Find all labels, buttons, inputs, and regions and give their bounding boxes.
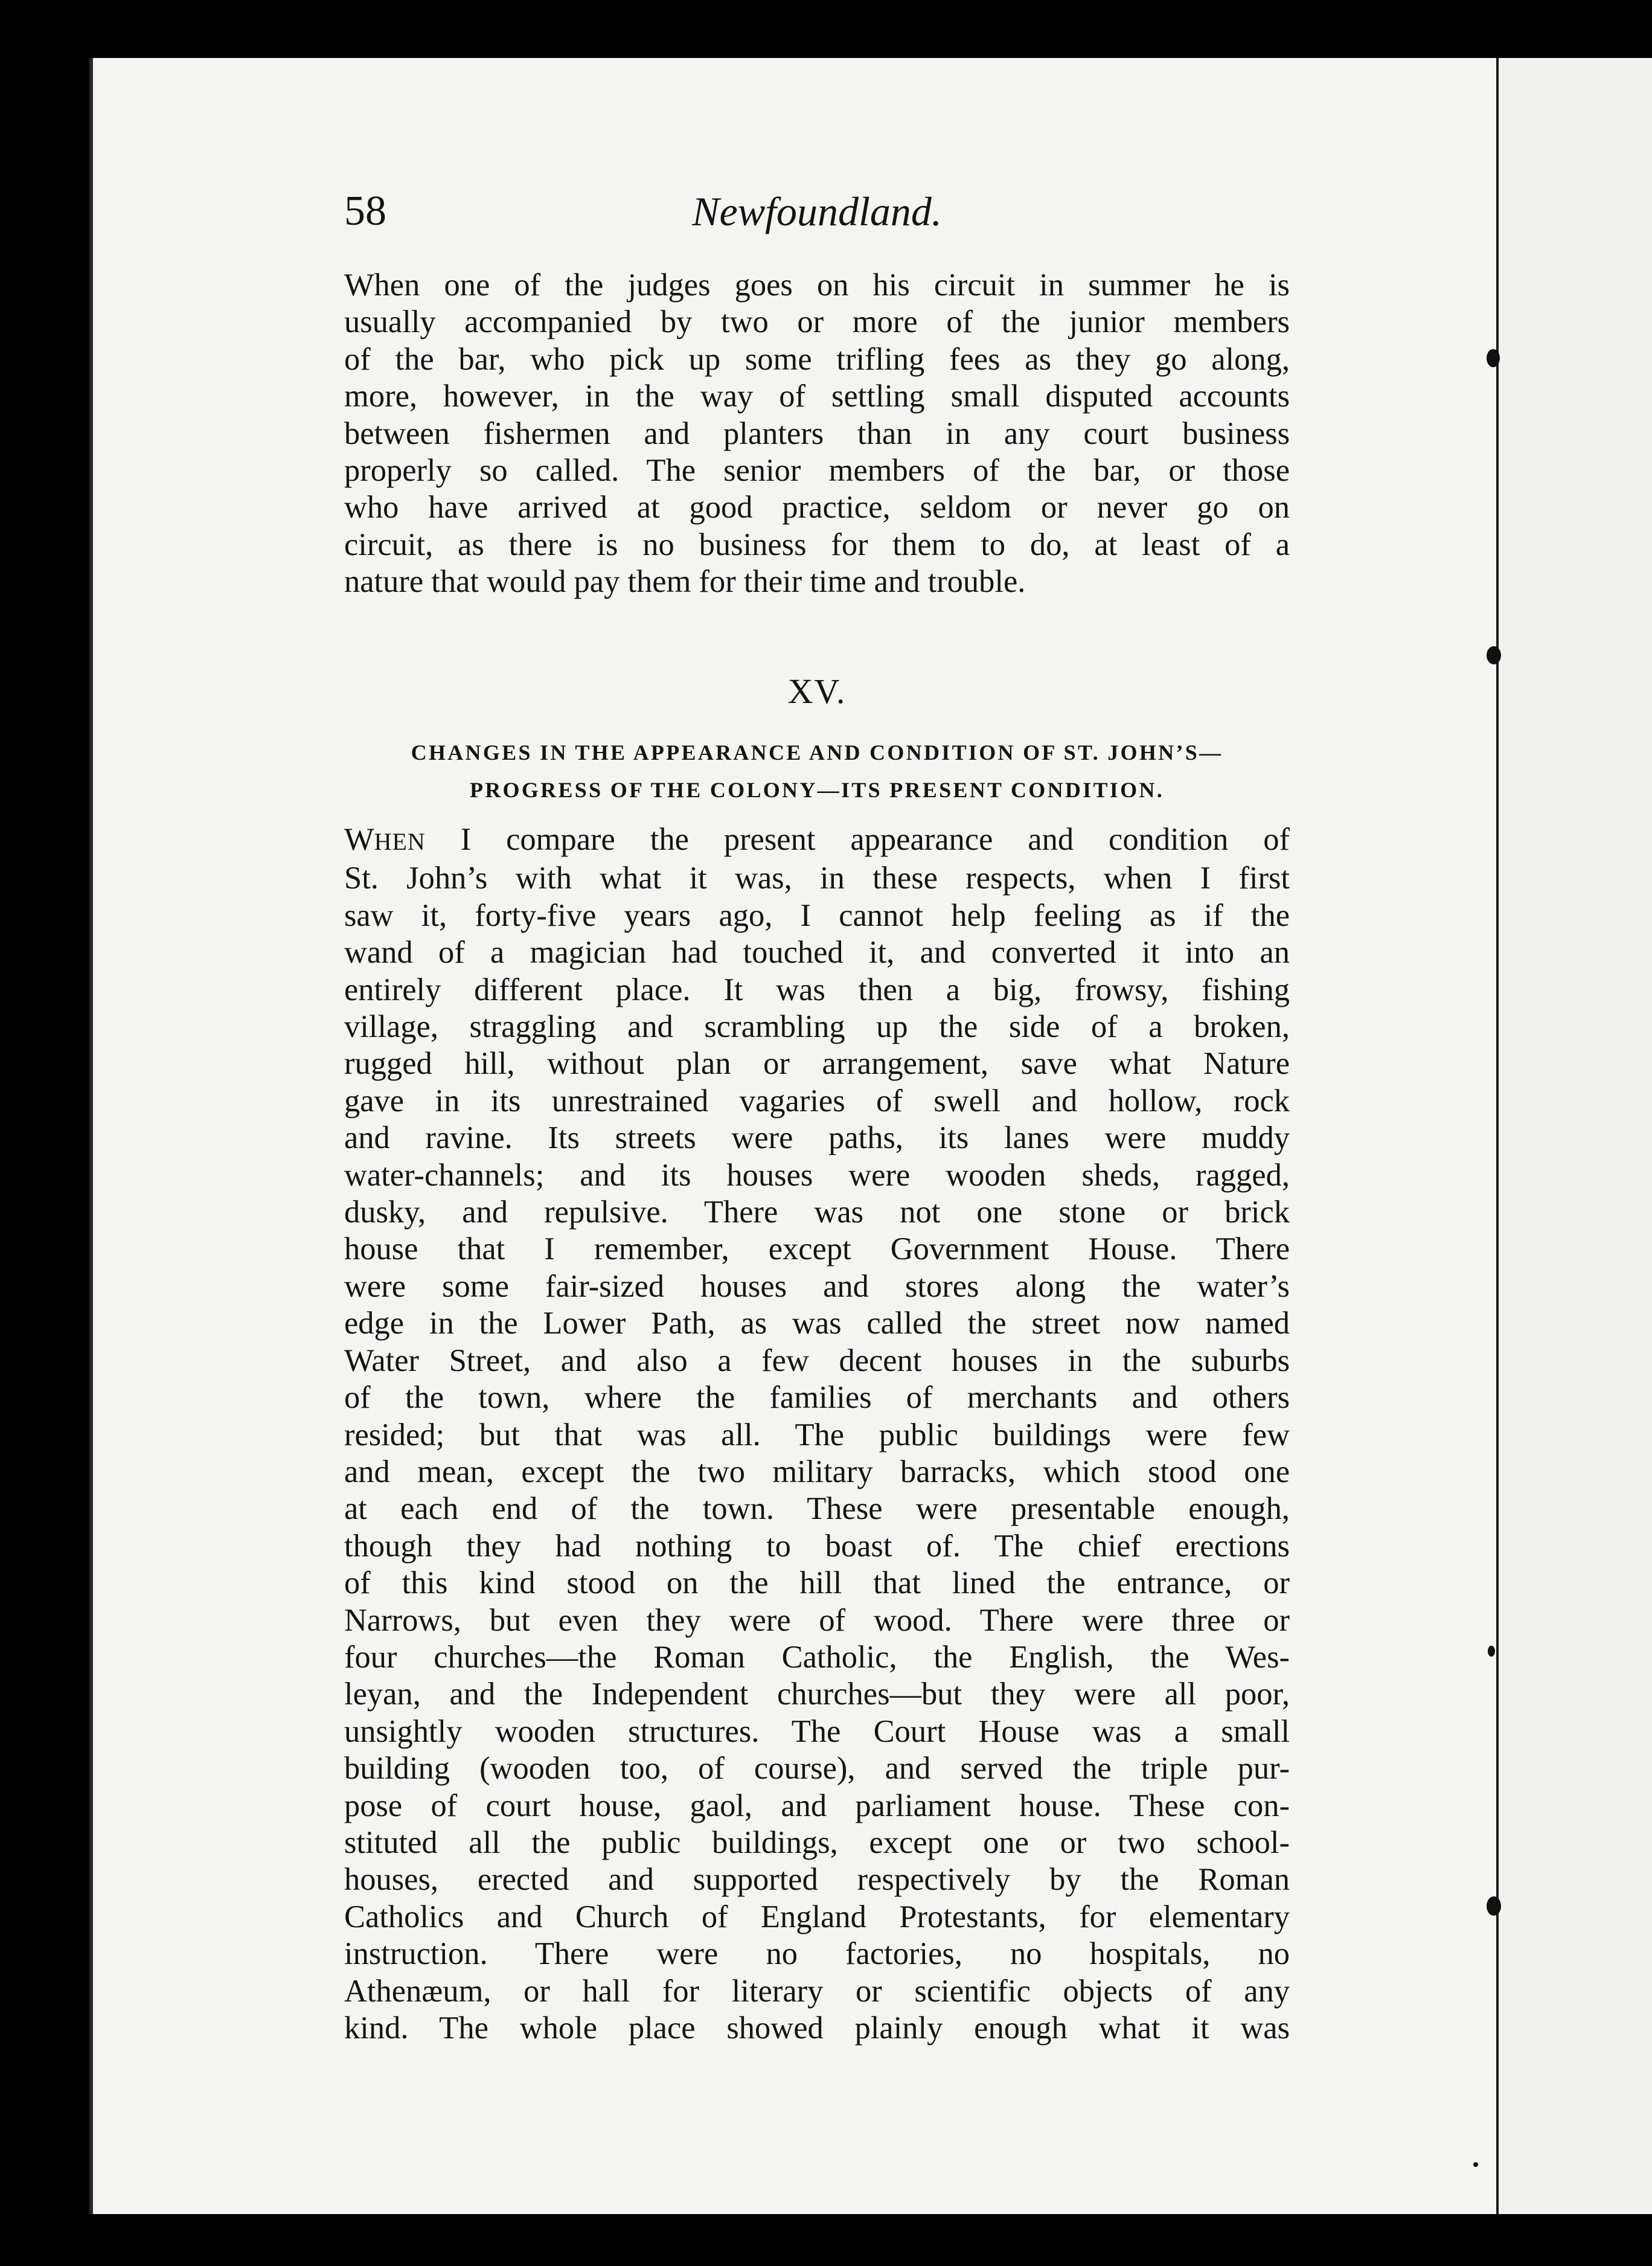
text-line: at each end of the town. These were presentable enough, xyxy=(344,1491,1290,1527)
text-line: circuit, as there is no business for them to do, at least of a xyxy=(344,527,1290,562)
page-number: 58 xyxy=(344,188,386,234)
text-line: stituted all the public buildings, except one or two school- xyxy=(344,1825,1290,1860)
text-line: building (wooden too, of course), and served the triple pur- xyxy=(344,1751,1290,1786)
running-title: Newfoundland. xyxy=(692,188,942,234)
chapter-heading-line-1: CHANGES IN THE APPEARANCE AND CONDITION OF ST. JOHN’S— xyxy=(411,740,1223,765)
text-line: edge in the Lower Path, as was called the street now named xyxy=(344,1306,1290,1341)
text-line: pose of court house, gaol, and parliament house. These con- xyxy=(344,1788,1290,1823)
text-line: and mean, except the two military barracks, which stood one xyxy=(344,1454,1290,1489)
text-line: instruction. There were no factories, no hospitals, no xyxy=(344,1936,1290,1972)
text-line: more, however, in the way of settling small disputed accounts xyxy=(344,379,1290,414)
paragraph-2-first-line xyxy=(344,821,1290,860)
small-caps-initial: W xyxy=(344,822,374,857)
text-line: houses, erected and supported respectively by the Roman xyxy=(344,1862,1290,1898)
margin-mark xyxy=(1487,349,1500,367)
text-line: properly so called. The senior members of the bar, or those xyxy=(344,453,1290,489)
text-line: nature that would pay them for their time and trouble. xyxy=(344,564,1026,600)
running-head xyxy=(344,181,1290,242)
chapter-heading xyxy=(344,734,1290,809)
text-line: water-channels; and its houses were wooden sheds, ragged, xyxy=(344,1157,1290,1193)
text-line: village, straggling and scrambling up the side of a broken, xyxy=(344,1009,1290,1045)
small-caps-rest: HEN xyxy=(374,828,426,855)
chapter-heading-line-2: PROGRESS OF THE COLONY—ITS PRESENT CONDITION. xyxy=(469,778,1165,802)
text-line: When one of the judges goes on his circuit in summer he is xyxy=(344,268,1290,303)
text-line: gave in its unrestrained vagaries of swell and hollow, rock xyxy=(344,1083,1290,1119)
text-line: four churches—the Roman Catholic, the English, the Wes- xyxy=(344,1639,1290,1675)
margin-mark xyxy=(1488,1646,1495,1657)
text-line: though they had nothing to boast of. The chief erections xyxy=(344,1528,1290,1564)
margin-mark xyxy=(1473,2162,1478,2167)
paragraph-1 xyxy=(344,267,1290,601)
text-line: entirely different place. It was then a big, frowsy, fishing xyxy=(344,972,1290,1007)
text-line: dusky, and repulsive. There was not one stone or brick xyxy=(344,1195,1290,1230)
text-line: house that I remember, except Government House. There xyxy=(344,1231,1290,1267)
text-line: unsightly wooden structures. The Court House was a small xyxy=(344,1713,1290,1749)
text-line: Narrows, but even they were of wood. There were three or xyxy=(344,1602,1290,1638)
text-line: leyan, and the Independent churches—but they were all poor, xyxy=(344,1677,1290,1712)
text-line: were some fair-sized houses and stores along the water’s xyxy=(344,1268,1290,1304)
text-line: and ravine. Its streets were paths, its lanes were muddy xyxy=(344,1120,1290,1156)
text-line: of this kind stood on the hill that lined the entrance, or xyxy=(344,1565,1290,1601)
text-line: of the bar, who pick up some trifling fees as they go along, xyxy=(344,341,1290,377)
first-line-text: I compare the present appearance and condition of xyxy=(425,822,1290,857)
text-line: Water Street, and also a few decent houses in the suburbs xyxy=(344,1343,1290,1378)
text-line: between fishermen and planters than in any court business xyxy=(344,416,1290,451)
text-line: wand of a magician had touched it, and converted it into an xyxy=(344,935,1290,971)
margin-mark xyxy=(1487,646,1501,664)
paragraph-2 xyxy=(344,821,1290,2047)
text-line: Catholics and Church of England Protestants, for elementary xyxy=(344,1899,1290,1934)
text-line: usually accompanied by two or more of the junior members xyxy=(344,304,1290,340)
adjacent-page-edge xyxy=(1496,58,1652,2214)
text-line: who have arrived at good practice, seldom or never go on xyxy=(344,490,1290,525)
text-line: saw it, forty-five years ago, I cannot help feeling as if the xyxy=(344,897,1290,933)
text-line: of the town, where the families of merchants and others xyxy=(344,1380,1290,1416)
text-line: resided; but that was all. The public buildings were few xyxy=(344,1417,1290,1452)
margin-mark xyxy=(1487,1896,1501,1916)
text-line: kind. The whole place showed plainly enough what it was xyxy=(344,2011,1290,2046)
text-line: Athenæum, or hall for literary or scientific objects of any xyxy=(344,1973,1290,2009)
text-line: St. John’s with what it was, in these respects, when I first xyxy=(344,861,1290,896)
chapter-number: XV. xyxy=(787,672,847,711)
text-line: rugged hill, without plan or arrangement, save what Nature xyxy=(344,1046,1290,1082)
